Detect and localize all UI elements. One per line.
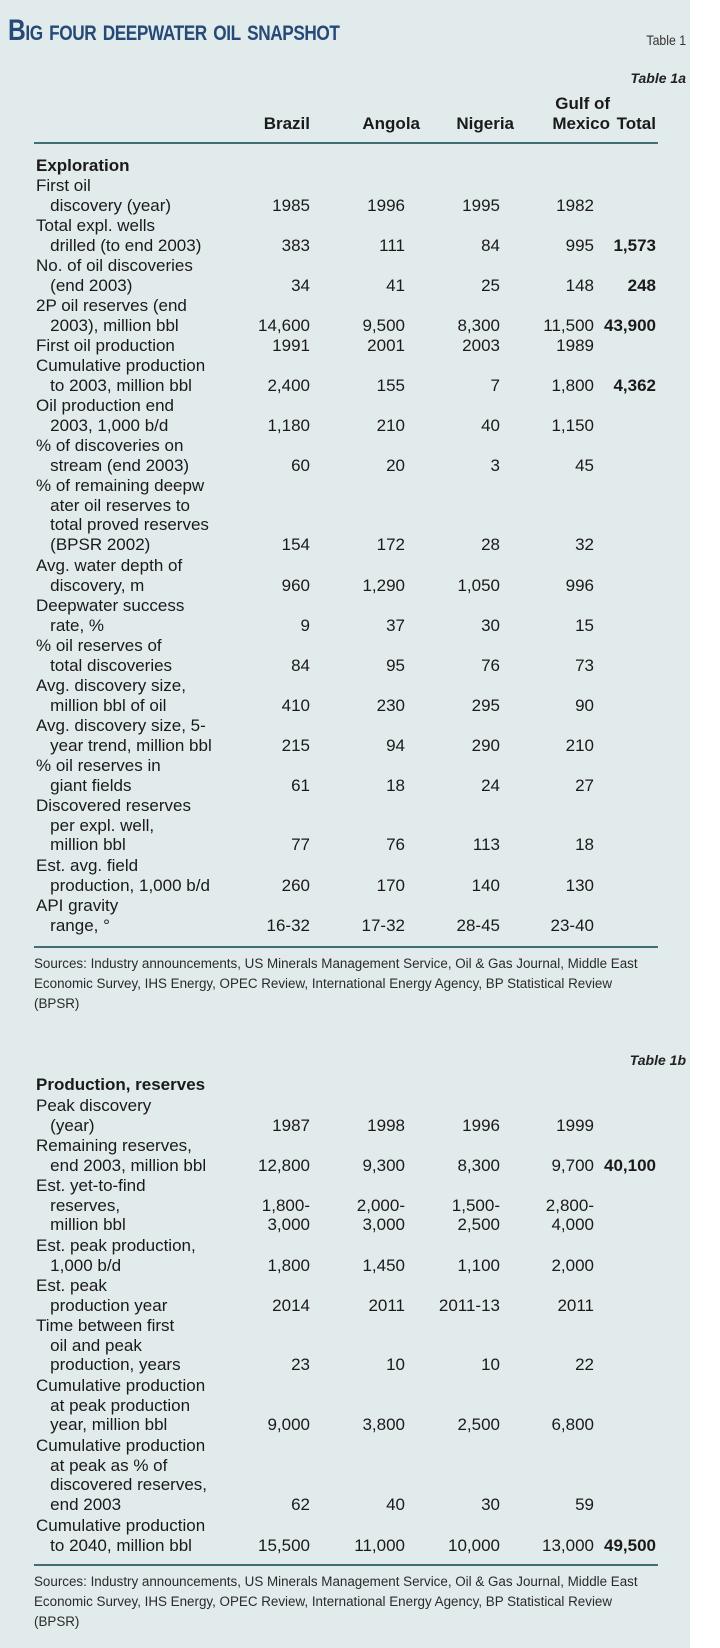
cell-value: 22 <box>575 1355 594 1375</box>
row-label: Cumulative production at peak as % of discovered reserves, end 2003 <box>36 1436 208 1514</box>
cell-value: 148 <box>565 275 594 295</box>
cell-value: 1,800 <box>551 375 594 395</box>
cell-value: 10 <box>386 1355 405 1375</box>
cell-value: 1,500- 2,500 <box>451 1195 500 1235</box>
row-label: Cumulative production to 2003, million bbl <box>36 356 206 395</box>
col-header-total: Total <box>616 114 656 133</box>
table-row <box>0 476 690 556</box>
cell-value: 113 <box>472 835 500 855</box>
cell-value: 1999 <box>556 1115 594 1135</box>
cell-value: 8,300 <box>457 315 500 335</box>
table-row <box>0 296 690 336</box>
row-label: Discovered reserves per expl. well, million bbl <box>36 796 191 855</box>
cell-value: 95 <box>386 655 405 675</box>
cell-value: 1991 <box>272 336 310 355</box>
row-label: Est. avg. field production, 1,000 b/d <box>36 856 210 895</box>
table-row <box>0 1436 690 1516</box>
sources-note-1b: Sources: Industry announcements, US Minerals Management Service, Oil & Gas Journal, Middle East Economic Survey, IHS Energy, OPEC Review, International Energy Agency, BP Statistical Review (BPSR) <box>34 1574 638 1629</box>
cell-value: 20 <box>386 455 405 475</box>
cell-value: 2,000 <box>551 1255 594 1275</box>
header-rule <box>34 142 658 144</box>
cell-value: 410 <box>281 695 310 715</box>
row-label: Avg. water depth of discovery, m <box>36 556 183 595</box>
row-label: Deepwater success rate, % <box>36 596 185 635</box>
cell-value: 84 <box>291 655 310 675</box>
table-row <box>0 756 690 796</box>
cell-value: 210 <box>376 415 405 435</box>
cell-value: 1987 <box>272 1115 310 1135</box>
table-row <box>0 1376 690 1436</box>
sources-note-1a: Sources: Industry announcements, US Minerals Management Service, Oil & Gas Journal, Middle East Economic Survey, IHS Energy, OPEC Review, International Energy Agency, BP Statistical Review (BPSR) <box>34 956 638 1011</box>
cell-value: 210 <box>565 735 594 755</box>
cell-value: 1998 <box>367 1115 405 1135</box>
table-row <box>0 336 690 356</box>
cell-value: 30 <box>481 615 500 635</box>
cell-value: 76 <box>386 835 405 855</box>
row-label: Est. peak production year <box>36 1276 168 1315</box>
section-production-reserves: Production, reserves <box>36 1075 206 1094</box>
row-label: 2P oil reserves (end 2003), million bbl <box>36 296 187 335</box>
row-label: Est. peak production, 1,000 b/d <box>36 1236 196 1275</box>
cell-value: 10,000 <box>448 1535 500 1555</box>
cell-value: 260 <box>281 875 310 895</box>
cell-value: 2,400 <box>267 375 310 395</box>
cell-value: 1982 <box>556 195 594 215</box>
cell-value: 3,800 <box>362 1415 405 1435</box>
cell-total: 1,573 <box>613 235 656 255</box>
cell-value: 41 <box>386 275 405 295</box>
col-header-nigeria: Nigeria <box>456 114 514 133</box>
cell-value: 10 <box>481 1355 500 1375</box>
cell-value: 84 <box>481 235 500 255</box>
row-label: Remaining reserves, end 2003, million bbl <box>36 1136 207 1175</box>
table-row <box>0 556 690 596</box>
cell-value: 1,800- 3,000 <box>261 1195 310 1235</box>
cell-value: 2,800- 4,000 <box>545 1195 594 1235</box>
cell-value: 18 <box>386 775 405 795</box>
cell-value: 1996 <box>367 195 405 215</box>
row-label: Oil production end 2003, 1,000 b/d <box>36 396 174 435</box>
cell-value: 13,000 <box>542 1535 594 1555</box>
cell-value: 2,500 <box>457 1415 500 1435</box>
row-label: Avg. discovery size, million bbl of oil <box>36 676 186 715</box>
cell-total: 4,362 <box>613 375 656 395</box>
table-row <box>0 856 690 896</box>
cell-value: 383 <box>281 235 310 255</box>
cell-value: 61 <box>291 775 310 795</box>
row-label: Peak discovery (year) <box>36 1096 152 1135</box>
cell-value: 40 <box>481 415 500 435</box>
cell-value: 1,450 <box>362 1255 405 1275</box>
cell-total: 43,900 <box>604 315 656 335</box>
cell-value: 12,800 <box>258 1155 310 1175</box>
table-1a-label: Table 1a <box>630 70 686 86</box>
cell-value: 230 <box>376 695 405 715</box>
cell-value: 23 <box>291 1355 310 1375</box>
cell-value: 140 <box>471 875 500 895</box>
cell-value: 290 <box>471 735 500 755</box>
cell-value: 295 <box>471 695 500 715</box>
cell-value: 9,000 <box>267 1415 310 1435</box>
table-row <box>0 636 690 676</box>
table-row <box>0 1236 690 1276</box>
table-row <box>0 676 690 716</box>
cell-value: 170 <box>376 875 405 895</box>
cell-value: 8,300 <box>457 1155 500 1175</box>
cell-value: 45 <box>575 455 594 475</box>
cell-value: 1,150 <box>551 415 594 435</box>
table-row <box>0 176 690 216</box>
cell-value: 11,500 <box>543 315 594 335</box>
table-row <box>0 1316 690 1376</box>
row-label: Total expl. wells drilled (to end 2003) <box>36 216 202 255</box>
cell-value: 154 <box>281 534 310 554</box>
cell-value: 34 <box>291 275 310 295</box>
cell-value: 37 <box>386 615 405 635</box>
cell-value: 2014 <box>272 1295 310 1315</box>
table-row <box>0 1516 690 1556</box>
row-label: Cumulative production at peak production year, million bbl <box>36 1376 206 1435</box>
cell-total: 49,500 <box>604 1535 656 1555</box>
cell-value: 9 <box>300 615 310 635</box>
cell-value: 2011 <box>368 1295 405 1315</box>
row-label: Cumulative production to 2040, million bbl <box>36 1516 206 1555</box>
cell-value: 27 <box>575 775 594 795</box>
cell-value: 25 <box>481 275 500 295</box>
table-1b-label: Table 1b <box>629 1052 686 1068</box>
cell-value: 960 <box>281 575 310 595</box>
cell-value: 17-32 <box>361 915 405 935</box>
cell-value: 215 <box>281 735 310 755</box>
cell-value: 7 <box>490 375 500 395</box>
row-label: First oil production <box>36 336 175 355</box>
cell-value: 172 <box>376 534 405 554</box>
cell-value: 30 <box>481 1494 500 1514</box>
row-label: % of remaining deepw ater oil reserves to total proved reserves (BPSR 2002) <box>36 476 209 554</box>
cell-value: 155 <box>376 375 405 395</box>
cell-total: 40,100 <box>604 1155 656 1175</box>
table-row <box>0 256 690 296</box>
cell-value: 14,600 <box>258 315 310 335</box>
row-label: Avg. discovery size, 5- year trend, million bbl <box>36 716 212 755</box>
cell-value: 2001 <box>367 336 405 355</box>
cell-value: 2011 <box>557 1295 594 1315</box>
cell-value: 62 <box>291 1494 310 1514</box>
cell-value: 77 <box>291 835 310 855</box>
row-label: % oil reserves of total discoveries <box>36 636 173 675</box>
col-header-angola: Angola <box>362 114 420 133</box>
cell-value: 1,180 <box>267 415 310 435</box>
cell-value: 1,290 <box>362 575 405 595</box>
table-row <box>0 716 690 756</box>
cell-value: 9,300 <box>362 1155 405 1175</box>
cell-value: 73 <box>575 655 594 675</box>
table-row <box>0 436 690 476</box>
table-row <box>0 1276 690 1316</box>
row-label: No. of oil discoveries (end 2003) <box>36 256 193 295</box>
table-row <box>0 1136 690 1176</box>
table-row <box>0 1096 690 1136</box>
cell-value: 130 <box>565 875 594 895</box>
cell-value: 1,050 <box>457 575 500 595</box>
table-row <box>0 796 690 856</box>
cell-value: 90 <box>575 695 594 715</box>
cell-value: 94 <box>386 735 405 755</box>
col-header-brazil: Brazil <box>263 114 310 133</box>
col-header-gulf-of-mexico: Gulf of Mexico <box>552 94 610 133</box>
cell-value: 996 <box>565 575 594 595</box>
section-exploration: Exploration <box>36 156 130 175</box>
table-row <box>0 896 690 936</box>
cell-value: 18 <box>575 835 594 855</box>
cell-value: 1,100 <box>457 1255 500 1275</box>
cell-value: 3 <box>490 455 500 475</box>
cell-value: 76 <box>481 655 500 675</box>
cell-value: 23-40 <box>550 915 594 935</box>
cell-value: 1985 <box>272 195 310 215</box>
cell-value: 15 <box>575 615 594 635</box>
row-label: % oil reserves in giant fields <box>36 756 161 795</box>
column-headers <box>0 88 690 138</box>
cell-total: 248 <box>627 275 656 295</box>
cell-value: 1995 <box>462 195 500 215</box>
table-row <box>0 1176 690 1236</box>
cell-value: 1996 <box>462 1115 500 1135</box>
table-number: Table 1 <box>646 32 686 48</box>
cell-value: 2,000- 3,000 <box>356 1195 405 1235</box>
row-label: First oil discovery (year) <box>36 176 172 215</box>
row-label: API gravity range, ° <box>36 896 119 935</box>
cell-value: 9,500 <box>362 315 405 335</box>
cell-value: 60 <box>291 455 310 475</box>
cell-value: 2011-13 <box>438 1295 500 1315</box>
cell-value: 59 <box>575 1494 594 1514</box>
table-row <box>0 596 690 636</box>
table-1b-bottom-rule <box>34 1564 658 1566</box>
cell-value: 111 <box>379 235 405 255</box>
table-1a-bottom-rule <box>34 946 658 948</box>
cell-value: 32 <box>575 534 594 554</box>
cell-value: 9,700 <box>551 1155 594 1175</box>
table-row <box>0 216 690 256</box>
table-row <box>0 356 690 396</box>
cell-value: 2003 <box>462 336 500 355</box>
cell-value: 995 <box>565 235 594 255</box>
page-title: Big four deepwater oil snapshot <box>8 14 340 47</box>
cell-value: 11,000 <box>354 1535 405 1555</box>
cell-value: 1989 <box>556 336 594 355</box>
row-label: Time between first oil and peak production, years <box>36 1316 181 1375</box>
row-label: % of discoveries on stream (end 2003) <box>36 436 190 475</box>
cell-value: 40 <box>386 1494 405 1514</box>
table-row <box>0 396 690 436</box>
cell-value: 16-32 <box>266 915 310 935</box>
cell-value: 28-45 <box>456 915 500 935</box>
cell-value: 15,500 <box>258 1535 310 1555</box>
cell-value: 6,800 <box>551 1415 594 1435</box>
row-label: Est. yet-to-find reserves, million bbl <box>36 1176 146 1235</box>
cell-value: 24 <box>481 775 500 795</box>
cell-value: 28 <box>481 534 500 554</box>
cell-value: 1,800 <box>267 1255 310 1275</box>
